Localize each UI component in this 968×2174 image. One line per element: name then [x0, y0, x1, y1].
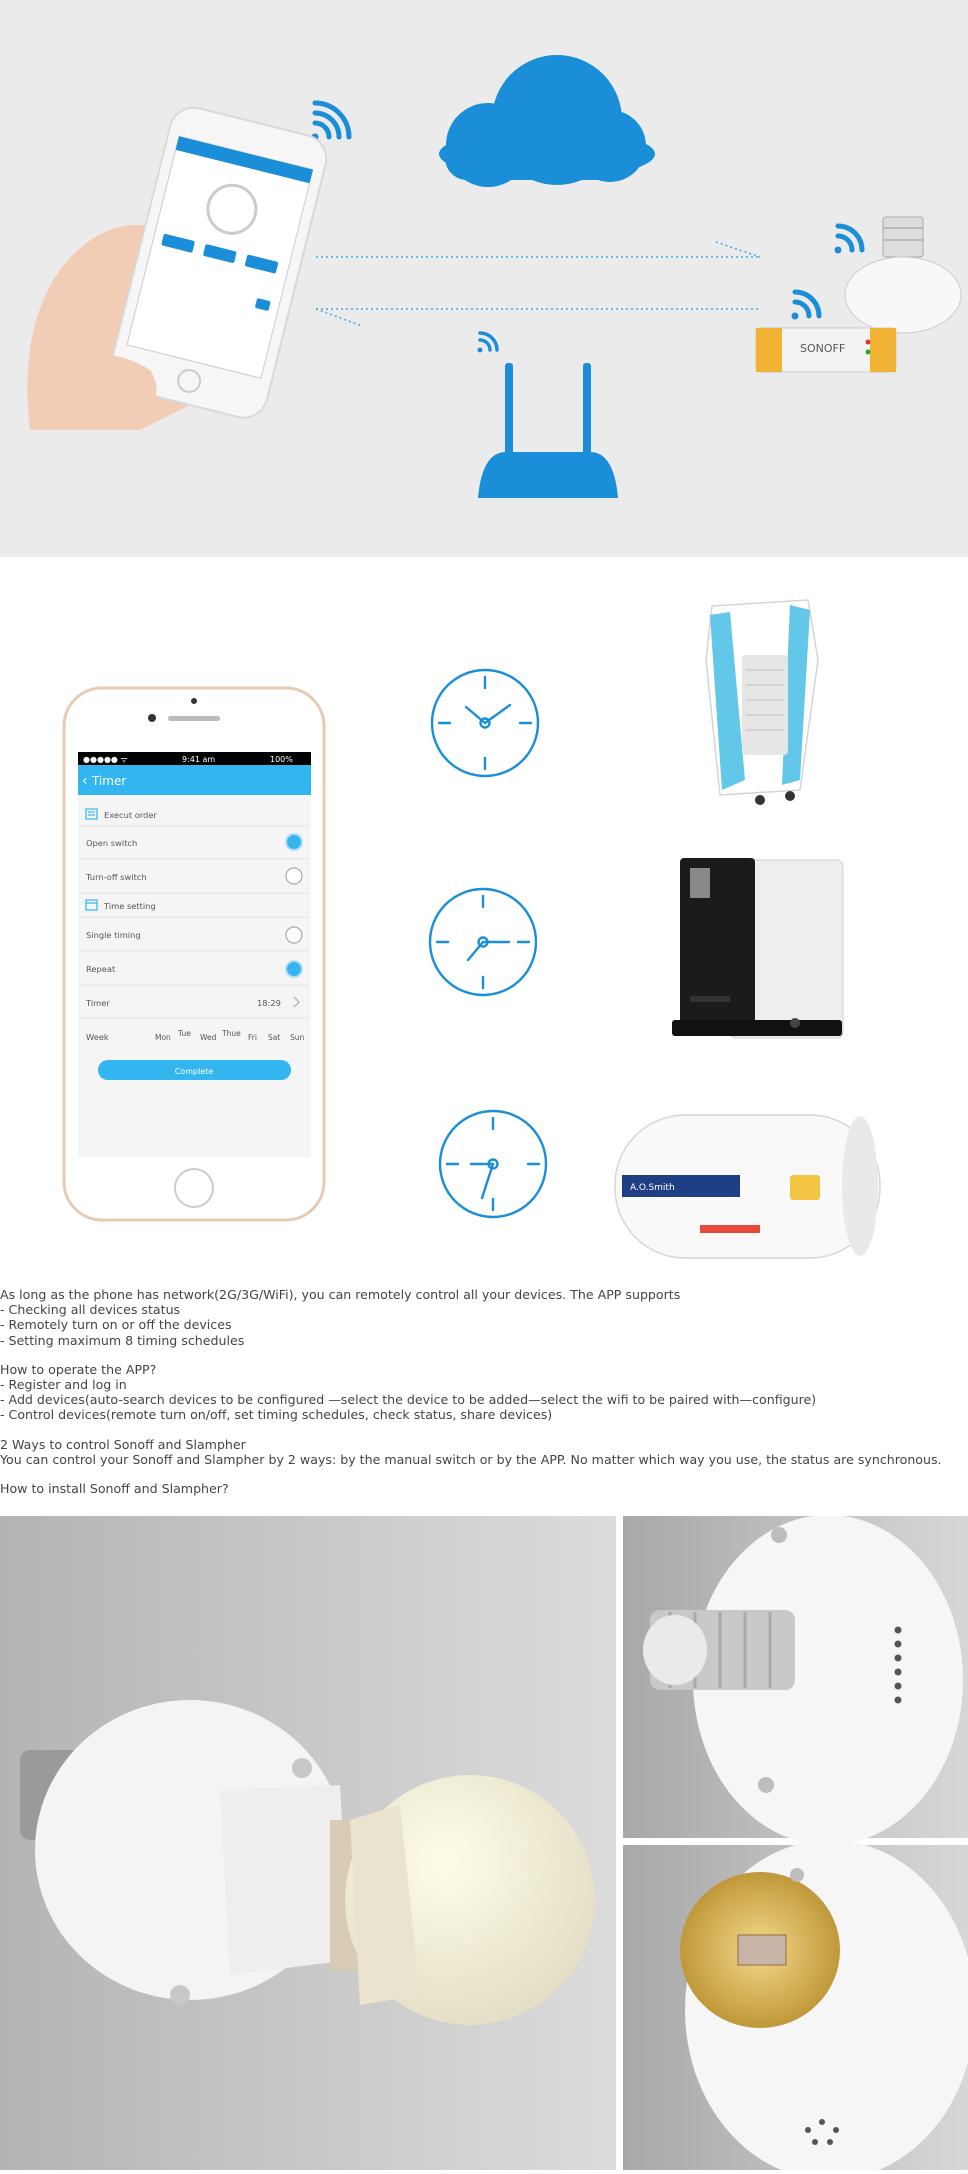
clock-icon [432, 670, 538, 776]
week-day: Sat [268, 1033, 281, 1042]
install-heading: How to install Sonoff and Slampher? [0, 1481, 229, 1497]
svg-text:Time setting: Time setting [104, 901, 156, 911]
week-day: Fri [248, 1033, 257, 1042]
water-heater-image [615, 1115, 880, 1258]
cloud-icon [439, 55, 655, 187]
single-timing-radio[interactable] [286, 927, 302, 943]
connection-lines [316, 242, 760, 326]
svg-text:●●●●● ᯤ: ●●●●● ᯤ [83, 755, 128, 764]
svg-text:100%: 100% [270, 755, 293, 764]
week-day: Wed [200, 1033, 217, 1042]
slampher-socket-photo [623, 1840, 968, 2170]
hand-holding-phone [27, 103, 331, 430]
sonoff-device [756, 328, 896, 372]
week-day: Sun [290, 1033, 305, 1042]
slampher-device [845, 217, 961, 333]
wifi-icon [312, 103, 350, 141]
ways-text: You can control your Sonoff and Slampher by 2 ways: by the manual switch or by the APP. No matter which way you use, the status are synchronous. [0, 1451, 942, 1467]
repeat-radio[interactable] [286, 961, 302, 977]
back-icon[interactable]: ‹ [82, 773, 88, 789]
slampher-side-photo [623, 1516, 968, 1845]
ways-heading: 2 Ways to control Sonoff and Slampher [0, 1436, 246, 1452]
intro-text: As long as the phone has network(2G/3G/WiFi), you can remotely control all your devices. The APP supports [0, 1287, 681, 1302]
open-switch-radio[interactable] [286, 834, 302, 850]
open-switch-label: Open switch [86, 838, 138, 848]
water-dispenser-image [672, 858, 843, 1038]
repeat-label: Repeat [86, 964, 116, 974]
single-timing-label: Single timing [86, 930, 141, 940]
support-item: - Remotely turn on or off the devices [0, 1317, 232, 1333]
product-photos [0, 1516, 968, 2170]
svg-text:9:41 am: 9:41 am [182, 755, 216, 764]
description [0, 1287, 968, 1519]
svg-text:SONOFF: SONOFF [800, 342, 846, 355]
svg-text:Complete: Complete [174, 1067, 214, 1076]
air-cooler-image [706, 600, 818, 805]
hero-diagram [0, 0, 968, 557]
turn-off-switch-radio[interactable] [286, 868, 302, 884]
slampher-with-bulb-photo [0, 1516, 616, 2170]
week-day: Mon [155, 1033, 171, 1042]
timer-value: 18:29 [257, 998, 281, 1008]
timer-phone [64, 688, 324, 1220]
wifi-icon [792, 292, 820, 320]
week-day: Thue [222, 1029, 241, 1038]
clock-icon [440, 1111, 546, 1217]
operate-step: - Register and log in [0, 1377, 127, 1393]
svg-text:Execut order: Execut order [104, 810, 157, 820]
operate-heading: How to operate the APP? [0, 1361, 157, 1377]
timer-label: Timer [86, 998, 110, 1008]
clock-icon [430, 889, 536, 995]
support-item: - Setting maximum 8 timing schedules [0, 1332, 245, 1348]
week-label: Week [86, 1032, 109, 1042]
timer-section [0, 557, 968, 1287]
week-day: Tue [178, 1029, 191, 1038]
router-icon [478, 363, 618, 498]
operate-step: - Control devices(remote turn on/off, set timing schedules, check status, share devices) [0, 1407, 553, 1423]
support-item: - Checking all devices status [0, 1302, 181, 1318]
heater-brand: A.O.Smith [630, 1183, 675, 1193]
turn-off-switch-label: Turn-off switch [86, 872, 147, 882]
wifi-icon [835, 226, 863, 254]
operate-step: - Add devices(auto-search devices to be configured —select the device to be added—select the wifi to be paired with—configure) [0, 1392, 817, 1408]
page-title: Timer [92, 774, 127, 788]
wifi-icon [478, 333, 498, 353]
